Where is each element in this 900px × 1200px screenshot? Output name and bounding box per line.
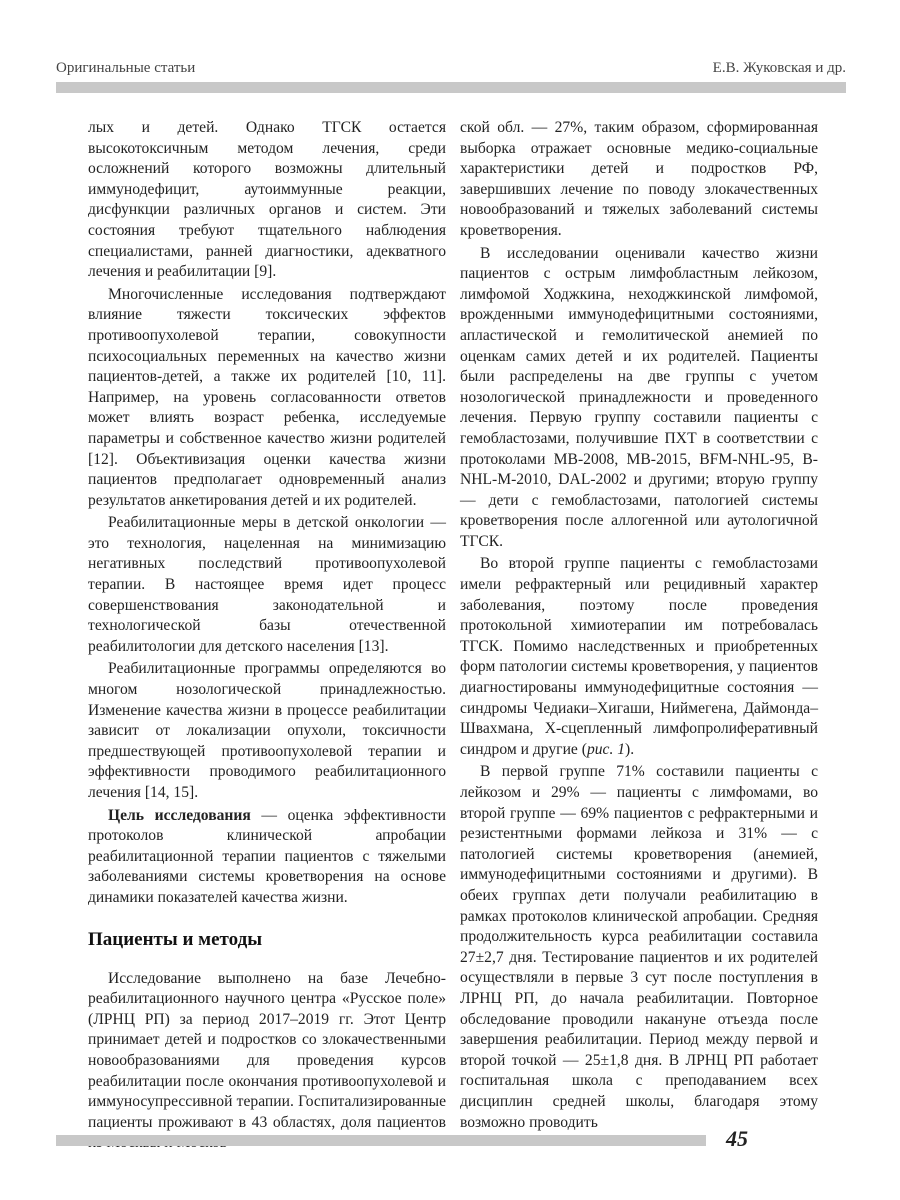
figure-reference[interactable]: рис. 1 bbox=[586, 740, 626, 758]
paragraph-text: Во второй группе пациенты с гемобластозами имели рефрактерный или рецидивный характер заболевания, поэтому после проведения протокольной химиотерапии им потребовалась ТГСК. Помимо наследственных и приобретенных форм патологии системы кроветворения, у пациентов диагностированы иммунодефицитные состояния — синдромы Чедиаки–Хигаши, Ниймегена, Даймонда–Швахмана, X-сцепленный лимфопролиферативный синдром и другие ( bbox=[460, 555, 818, 758]
footer-rule bbox=[56, 1135, 706, 1146]
section-title: Оригинальные статьи bbox=[56, 60, 196, 76]
paragraph: ской обл. — 27%, таким образом, сформированная выборка отражает основные медико-социальные характеристики детей и подростков РФ, завершивших лечение по поводу злокачественных новообразований и тяжелых заболеваний системы кроветворения. bbox=[460, 119, 818, 239]
aim-label: Цель исследования bbox=[108, 806, 251, 824]
page-number: 45 bbox=[726, 1126, 748, 1151]
header-rule bbox=[56, 82, 846, 93]
paragraph: В исследовании оценивали качество жизни пациентов с острым лимфобластным лейкозом, лимфомой Ходжкина, неходжкинской лимфомой, врожденными иммунодефицитными состояниями, апластической и гемолитической анемией по оценкам самих детей и их родителей. Пациенты были распределены на две группы с учетом нозологической принадлежности и проведенного лечения. Первую группу составили пациенты с гемобластозами, получившие ПХТ в соответствии с протоколами МВ-2008, МВ-2015, BFM-NHL-95, B-NHL-M-2010, DAL-2002 и другими; вторую группу — дети с гемобластозами, патологией системы кроветворения после аллогенной или аутологичной ТГСК. bbox=[460, 244, 818, 550]
left-column bbox=[88, 118, 446, 1154]
paragraph: лых и детей. Однако ТГСК остается высокотоксичным методом лечения, среди осложнений которого возможны длительный иммунодефицит, аутоиммунные реакции, дисфункции различных органов и систем. Эти состояния требуют тщательного наблюдения специалистами, ранней диагностики, адекватного лечения и реабилитации [9]. bbox=[88, 119, 446, 281]
authors: Е.В. Жуковская и др. bbox=[712, 60, 846, 76]
aim-paragraph bbox=[88, 806, 446, 909]
running-head bbox=[56, 60, 846, 78]
paragraph: Многочисленные исследования подтверждают влияние тяжести токсических эффектов противоопухолевой терапии, совокупности психосоциальных переменных на качество жизни пациентов-детей, а также их родителей [10, 11]. Например, на уровень согласованности ответов может влиять возраст ребенка, исследуемые параметры и собственное качество жизни родителей [12]. Объективизация оценки качества жизни пациентов предполагает одновременный анализ результатов анкетирования детей и их родителей. bbox=[88, 285, 446, 509]
aim-text: — оценка эффективности протоколов клинической апробации реабилитационной терапии пациентов с тяжелыми заболеваниями системы кроветворения на основе динамики показателей качества жизни. bbox=[88, 806, 446, 906]
paragraph bbox=[460, 554, 818, 760]
paragraph: В первой группе 71% составили пациенты с лейкозом и 29% — пациенты с лимфомами, во второй группе — 69% пациентов с рефрактерными и резистентными формами лейкоза и 31% — с патологией системы кроветворения (анемией, иммунодефицитными состояниями и другими). В обеих группах дети получали реабилитацию в рамках протоколов клинической апробации. Средняя продолжительность курса реабилитации составила 27±2,7 дня. Тестирование пациентов и их родителей осуществляли в первые 3 сут после поступления в ЛРНЦ РП, до начала реабилитации. Повторное обследование проводили накануне отъезда после завершения реабилитации. Период между первой и второй точкой — 25±1,8 дня. В ЛРНЦ РП работает госпитальная школа с преподаванием всех дисциплин средней школы, благодаря этому возможно проводить bbox=[460, 763, 818, 1131]
section-heading: Пациенты и методы bbox=[88, 928, 263, 950]
paragraph-text: ). bbox=[625, 740, 635, 758]
paragraph: Реабилитационные программы определяются во многом нозологической принадлежностью. Изменение качества жизни в процессе реабилитации зависит от локализации опухоли, токсичности предшествующей противоопухолевой терапии и эффективности проводимого реабилитационного лечения [14, 15]. bbox=[88, 660, 446, 801]
paragraph: Реабилитационные меры в детской онкологии — это технология, нацеленная на минимизацию негативных последствий противоопухолевой терапии. В настоящее время идет процесс совершенствования законодательной и технологической базы отечественной реабилитологии для детского населения [13]. bbox=[88, 514, 446, 655]
right-column bbox=[460, 118, 818, 1133]
article-body bbox=[88, 118, 846, 1130]
paragraph: Исследование выполнено на базе Лечебно-реабилитационного научного центра «Русское поле» (ЛРНЦ РП) за период 2017–2019 гг. Этот Центр принимает детей и подростков со злокачественными новообразованиями для проведения курсов реабилитации после окончания противоопухолевой и иммуносупрессивной терапии. Госпитализированные пациенты проживают в 43 областях, доля пациентов bbox=[88, 969, 446, 1131]
